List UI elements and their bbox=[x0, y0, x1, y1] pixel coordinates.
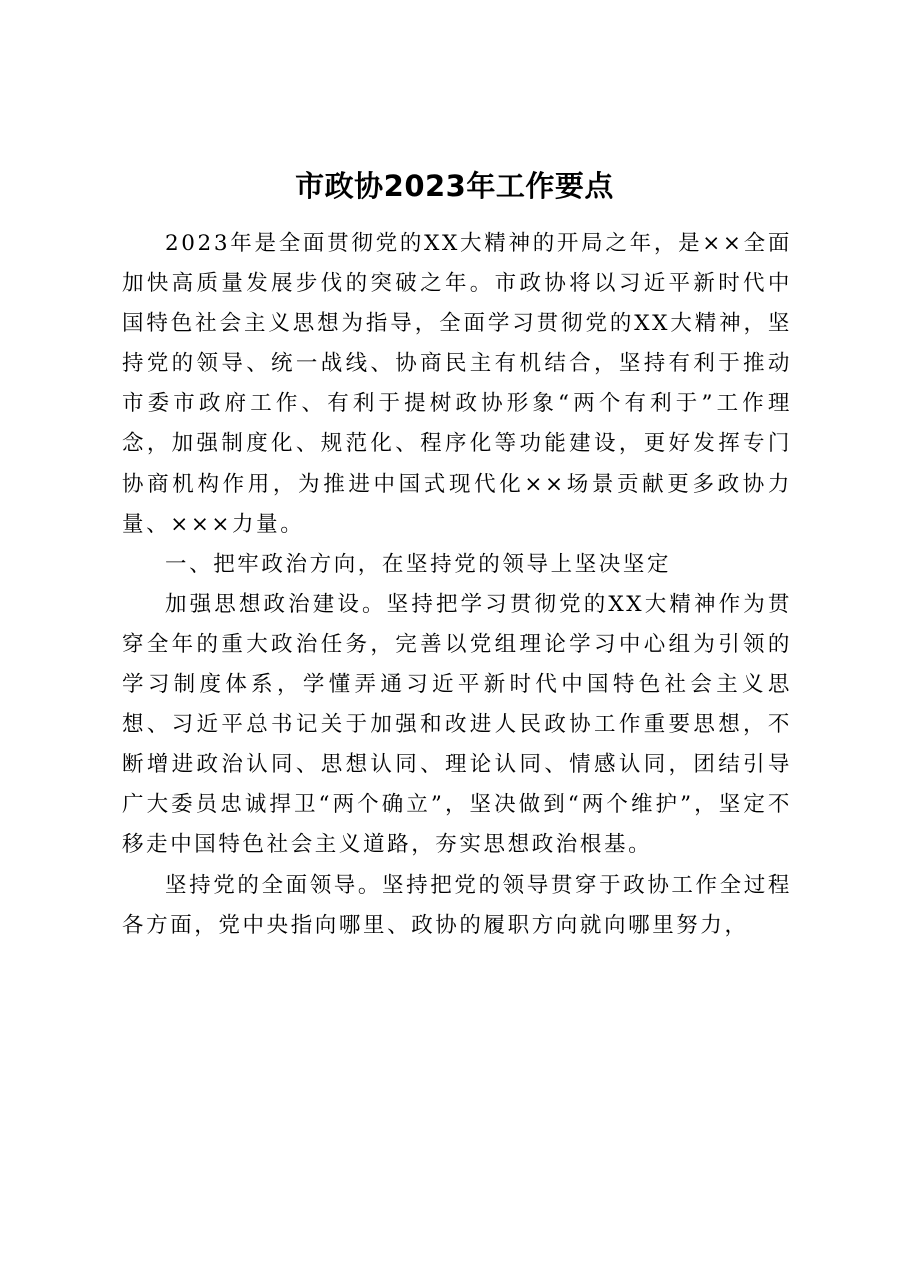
paragraph-ideology: 加强思想政治建设。坚持把学习贯彻党的XX大精神作为贯穿全年的重大政治任务，完善以党组理论学习中心组为引领的学习制度体系，学懂弄通习近平新时代中国特色社会主义思想、习近平总书记关于加强和改进人民政协工作重要思想，不断增进政治认同、思想认同、理论认同、情感认同，团结引导广大委员忠诚捍卫“两个确立”，坚决做到“两个维护”，坚定不移走中国特色社会主义道路，夯实思想政治根基。 bbox=[122, 591, 792, 858]
document-body bbox=[122, 224, 792, 946]
section-heading-1: 一、把牢政治方向，在坚持党的领导上坚决坚定 bbox=[165, 551, 672, 577]
paragraph-party-leadership: 坚持党的全面领导。坚持把党的领导贯穿于政协工作全过程各方面，党中央指向哪里、政协的履职方向就向哪里努力， bbox=[122, 872, 792, 938]
intro-paragraph: 2023年是全面贯彻党的XX大精神的开局之年，是××全面加快高质量发展步伐的突破之年。市政协将以习近平新时代中国特色社会主义思想为指导，全面学习贯彻党的XX大精神，坚持党的领导、统一战线、协商民主有机结合，坚持有利于推动市委市政府工作、有利于提树政协形象“两个有利于”工作理念，加强制度化、规范化、程序化等功能建设，更好发挥专门协商机构作用，为推进中国式现代化××场景贡献更多政协力量、×××力量。 bbox=[122, 231, 792, 537]
document-title: 市政协2023年工作要点 bbox=[295, 169, 614, 203]
